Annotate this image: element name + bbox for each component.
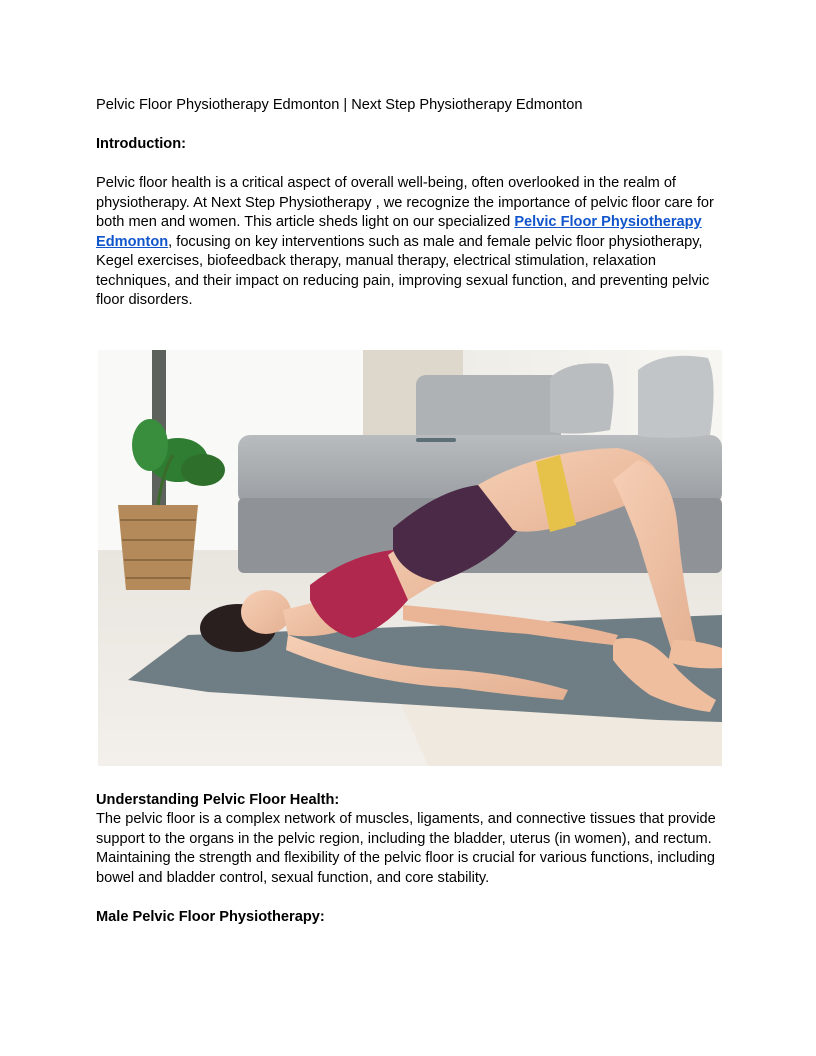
understanding-paragraph: The pelvic floor is a complex network of muscles, ligaments, and connective tissues that provide support to the organs in the pelvic region, including the bladder, uterus (in women), and rectum. Maintaining the strength and flexibility of the pelvic floor is crucial for various functions, including bowel and bladder control, sexual function, and core stability. — [96, 811, 716, 886]
understanding-heading: Understanding Pelvic Floor Health: — [96, 792, 340, 808]
intro-text-end: , focusing on key interventions such as male and female pelvic floor physiotherapy, Kegel exercises, biofeedback therapy, manual therapy, electrical stimulation, relaxation techniques, and their impact on reducing pain, improving sexual function, and preventing pelvic floor disorders. — [96, 233, 710, 308]
exercise-photo — [98, 350, 722, 766]
male-physiotherapy-heading: Male Pelvic Floor Physiotherapy: — [96, 909, 325, 925]
intro-text-start: Pelvic floor health is a critical aspect of overall well-being, often overlooked in the realm of physiotherapy. At Next Step Physiotherapy , we recognize the importance of pelvic floor care for both men and women. This article sheds light on our specialized — [96, 175, 714, 230]
page-title: Pelvic Floor Physiotherapy Edmonton | Next Step Physiotherapy Edmonton — [96, 97, 583, 113]
pelvic-floor-physiotherapy-link[interactable]: Pelvic Floor Physiotherapy Edmonton — [96, 214, 702, 250]
intro-heading: Introduction: — [96, 136, 186, 152]
intro-paragraph — [96, 174, 722, 311]
